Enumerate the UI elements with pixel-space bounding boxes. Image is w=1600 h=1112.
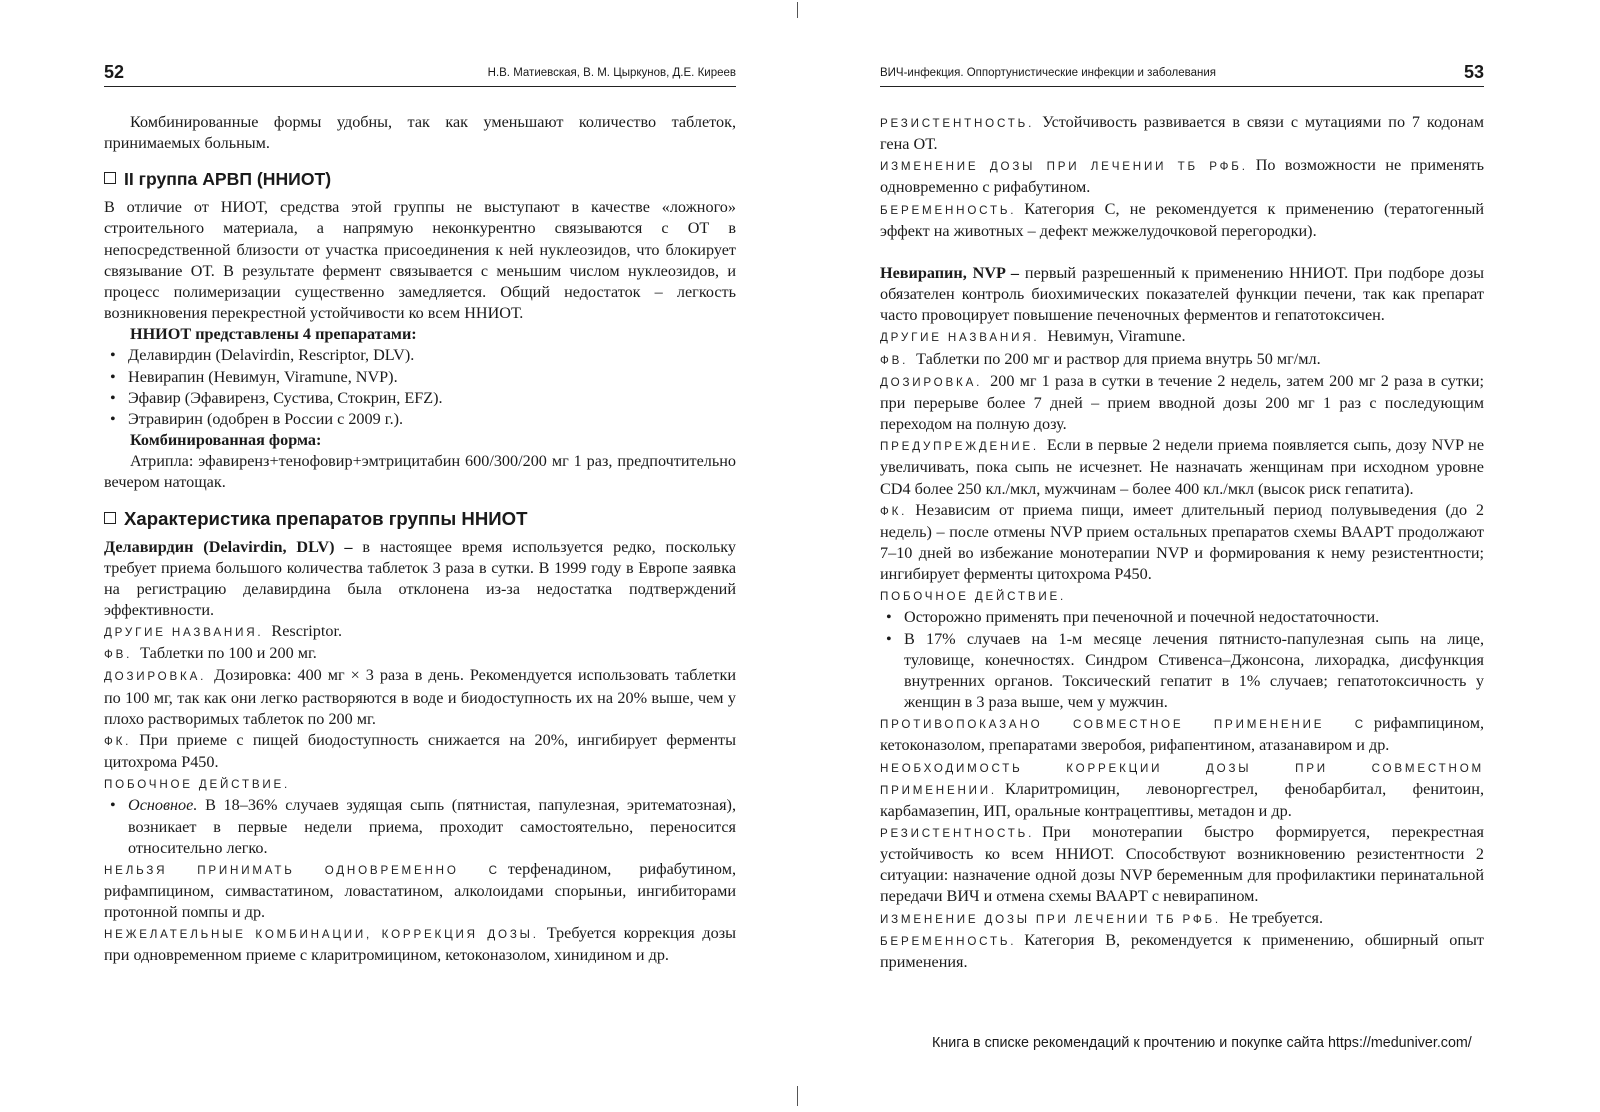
nvp-contraindicated-text: рифампицином, кетоконазолом, препаратами зверобоя, рифапентином, атазанавиром и др. (880, 714, 1484, 755)
dlv-tb-dose (880, 155, 1484, 198)
nvp-pregnancy-text: Категория В, рекомендуется к применению, обширный опыт применения. (880, 930, 1484, 971)
side-effect-item: • Осторожно применять при печеночной и почечной недостаточности. (880, 607, 1484, 628)
side-effect-item: • В 17% случаев на 1-м месяце лечения пятнисто-папулезная сыпь на лице, туловище, конечностях. Синдром Стивенса–Джонсона, лихорадка, дисфункция внутренних органов. Токсический гепатит в 1% случаев; гепатотоксичность у женщин в 3 раза выше, чем у мужчин. (880, 629, 1484, 714)
paragraph-gap (880, 242, 1484, 263)
label-pk: ФК. (880, 504, 908, 518)
delavirdin-side-effects-label (104, 773, 736, 795)
delavirdin-other-names (104, 621, 736, 643)
drug-list-item: • Делавирдин (Delavirdin, Rescriptor, DLV). (104, 345, 736, 366)
nvp-form-text: Таблетки по 200 мг и раствор для приема внутрь 50 мг/мл. (916, 349, 1321, 368)
section-heading-group2 (104, 167, 736, 191)
label-pk: ФК. (104, 734, 132, 748)
drug-list (104, 345, 736, 430)
delavirdin-form-text: Таблетки по 100 и 200 мг. (140, 644, 317, 663)
label-tb-dose: ИЗМЕНЕНИЕ ДОЗЫ ПРИ ЛЕЧЕНИИ ТБ РФБ. (880, 160, 1248, 174)
nvp-resistance (880, 822, 1484, 908)
side-effect-lead: Основное. (128, 796, 198, 815)
left-page-number: 52 (104, 62, 125, 82)
nvp-contraindicated (880, 713, 1484, 756)
nvp-warning (880, 435, 1484, 499)
right-page (800, 0, 1600, 1112)
left-running-header (104, 62, 736, 87)
group2-paragraph: В отличие от НИОТ, средства этой группы не выступают в качестве «ложного» строительного материала, а напрямую неконкурентно связываются с ОТ в непосредственной близости от участка присоединения к ней нуклеозидов, что блокирует связывание ОТ. В результате фермент связывается с меньшим числом нуклеозидов, и процесс полимеризации существенно замедляется. Общий недостаток – легкость возникновения перекрестной устойчивости ко всем ННИОТ. (104, 198, 736, 323)
delavirdin-form (104, 643, 736, 665)
section-heading-characteristics (104, 507, 736, 531)
label-tb-dose: ИЗМЕНЕНИЕ ДОЗЫ ПРИ ЛЕЧЕНИИ ТБ РФБ. (880, 912, 1221, 926)
footer-recommendation-note: Книга в списке рекомендаций к прочтению и покупке сайта https://meduniver.com/ (932, 1035, 1472, 1051)
nvp-intro (880, 263, 1484, 326)
label-form: ФВ. (104, 648, 133, 662)
dlv-resistance (880, 112, 1484, 155)
delavirdin-undesirable (104, 923, 736, 966)
label-warning: ПРЕДУПРЕЖДЕНИЕ. (880, 440, 1039, 454)
delavirdin-intro (104, 537, 736, 622)
section-heading-characteristics-text: Характеристика препаратов группы ННИОТ (124, 507, 528, 529)
right-body (880, 112, 1484, 973)
delavirdin-dosage-text: Дозировка: 400 мг × 3 раза в день. Рекомендуется использовать таблетки по 100 мг, так как они легко растворяются в воде и биодоступность их на 20% выше, чем у плохо растворимых таблеток по 200 мг. (104, 666, 736, 728)
nvp-tb-dose (880, 908, 1484, 930)
nvp-intro-text: первый разрешенный к применению ННИОТ. При подборе дозы обязателен контроль биохимических показателей функции печени, так как препарат часто провоцирует повышение печеночных ферментов и гепатотоксичен. (880, 263, 1484, 325)
label-other-names: ДРУГИЕ НАЗВАНИЯ. (104, 626, 264, 640)
side-effect-text: В 18–36% случаев зудящая сыпь (пятнистая, папулезная, эритематозная), возникает в первые недели приема, проходит самостоятельно, переносится относительно легко. (128, 796, 736, 857)
label-side-effects: ПОБОЧНОЕ ДЕЙСТВИЕ. (104, 778, 291, 792)
delavirdin-pk-text: При приеме с пищей биодоступность снижается на 20%, ингибирует ферменты цитохрома Р450. (104, 730, 736, 772)
nvp-dose-correction (880, 757, 1484, 822)
nvp-side-effects-label (880, 585, 1484, 607)
left-body (104, 112, 736, 967)
nvp-dose-correction-text: Кларитромицин, левоноргестрел, фенобарбитал, фенитоин, карбамазепин, ИП, оральные контрацептивы, метадон и др. (880, 779, 1484, 820)
drug-list-item: • Невирапин (Невимун, Viramune, NVP). (104, 367, 736, 388)
right-page-number: 53 (1463, 62, 1484, 82)
label-dosage: ДОЗИРОВКА. (880, 375, 983, 389)
drug-list-item: • Эфавир (Эфавиренз, Сустива, Стокрин, EFZ). (104, 388, 736, 409)
dlv-pregnancy (880, 199, 1484, 242)
label-form: ФВ. (880, 353, 909, 367)
checkbox-square-icon (104, 512, 116, 524)
label-dose-correction: НЕОБХОДИМОСТЬ КОРРЕКЦИИ ДОЗЫ ПРИ СОВМЕСТНОМ ПРИМЕНЕНИИ. (880, 761, 1484, 797)
intro-paragraph: Комбинированные формы удобны, так как уменьшают количество таблеток, принимаемых больным. (104, 113, 736, 153)
nvp-pk (880, 500, 1484, 586)
nvp-dosage-text: 200 мг 1 раза в сутки в течение 2 недель, затем 200 мг 2 раза в сутки; при перерыве более 7 дней – прием вводной дозы 200 мг 1 раз с последующим переходом на полную дозу. (880, 371, 1484, 434)
combo-form-title: Комбинированная форма: (130, 431, 322, 450)
right-running-header (880, 62, 1484, 87)
label-no-combine: НЕЛЬЗЯ ПРИНИМАТЬ ОДНОВРЕМЕННО С (104, 863, 500, 877)
nvp-pregnancy (880, 930, 1484, 973)
label-side-effects: ПОБОЧНОЕ ДЕЙСТВИЕ. (880, 590, 1067, 604)
left-running-head-authors: Н.В. Матиевская, В. М. Цыркунов, Д.Е. Киреев (487, 67, 736, 79)
dlv-pregnancy-text: Категория С, не рекомендуется к применению (тератогенный эффект на животных – дефект межжелудочковой перегородки). (880, 199, 1484, 240)
side-effect-item (104, 795, 736, 858)
nvp-dosage (880, 371, 1484, 435)
label-dosage: ДОЗИРОВКА. (104, 670, 207, 684)
delavirdin-no-combine (104, 859, 736, 923)
delavirdin-name: Делавирдин (Delavirdin, DLV) – (104, 537, 353, 556)
delavirdin-other-names-text: Rescriptor. (271, 622, 343, 641)
drug-list-item: • Этравирин (одобрен в России с 2009 г.). (104, 409, 736, 430)
dlv-tb-dose-text: По возможности не применять одновременно с рифабутином. (880, 156, 1484, 197)
right-running-head-title: ВИЧ-инфекция. Оппортунистические инфекции и заболевания (880, 67, 1216, 79)
combo-form-text: Атрипла: эфавиренз+тенофовир+эмтрицитабин 600/300/200 мг 1 раз, предпочтительно вечером натощак. (104, 452, 736, 492)
nvp-other-names-text: Невимун, Viramune. (1047, 327, 1186, 346)
nvp-pk-text: Независим от приема пищи, имеет длительный период полувыведения (до 2 недель) – после отмены NVP прием остальных препаратов схемы ВААРТ продолжают 7–10 дней во избежание монотерапии NVP и формирования к нему резистентности; ингибирует ферменты цитохрома Р450. (880, 500, 1484, 584)
label-pregnancy: БЕРЕМЕННОСТЬ. (880, 934, 1017, 948)
label-undesirable: НЕЖЕЛАТЕЛЬНЫЕ КОМБИНАЦИИ, КОРРЕКЦИЯ ДОЗЫ. (104, 928, 539, 942)
drug-list-title: ННИОТ представлены 4 препаратами: (130, 325, 417, 344)
nvp-tb-dose-text: Не требуется. (1228, 908, 1323, 927)
delavirdin-no-combine-text: терфенадином, рифабутином, рифампицином, симвастатином, ловастатином, алколоидами спорыньи, ингибиторами протонной помпы и др. (104, 859, 736, 922)
nvp-warning-text: Если в первые 2 недели приема появляется сыпь, дозу NVP не увеличивать, пока сыпь не исчезнет. Не назначать женщинам при исходном уровне CD4 более 250 кл./мкл, мужчинам – более 400 кл./мкл (высок риск гепатита). (880, 436, 1484, 498)
label-other-names: ДРУГИЕ НАЗВАНИЯ. (880, 331, 1040, 345)
delavirdin-dosage (104, 665, 736, 729)
checkbox-square-icon (104, 172, 116, 184)
nvp-other-names (880, 326, 1484, 348)
nvp-resistance-text: При монотерапии быстро формируется, перекрестная устойчивость ко всем ННИОТ. Способствуют возникновению резистентности 2 ситуации: назначение одной дозы NVP беременным для профилактики перинатальной передачи ВИЧ и отмена схемы ВААРТ с невирапином. (880, 823, 1484, 906)
nvp-form (880, 349, 1484, 371)
label-resistance: РЕЗИСТЕНТНОСТЬ. (880, 117, 1035, 130)
delavirdin-undesirable-text: Требуется коррекция дозы при одновременном приеме с кларитромицином, кетоконазолом, хинидином и др. (104, 924, 736, 965)
label-contraindicated: ПРОТИВОПОКАЗАНО СОВМЕСТНОЕ ПРИМЕНЕНИЕ С (880, 718, 1366, 732)
label-resistance: РЕЗИСТЕНТНОСТЬ. (880, 827, 1035, 840)
dlv-resistance-text: Устойчивость развивается в связи с мутациями по 7 кодонам гена ОТ. (880, 113, 1484, 154)
delavirdin-intro-text: в настоящее время используется редко, поскольку требует приема большого количества таблеток 3 раза в сутки. В 1999 году в Европе заявка на регистрацию делавирдина была отклонена из-за недостатка подтверждений эффективности. (104, 537, 736, 619)
nvp-name: Невирапин, NVP – (880, 263, 1020, 282)
nvp-side-effects-list (880, 607, 1484, 713)
delavirdin-side-effects-list (104, 795, 736, 858)
section-heading-group2-text: II группа АРВП (ННИОТ) (124, 169, 332, 190)
label-pregnancy: БЕРЕМЕННОСТЬ. (880, 203, 1017, 217)
delavirdin-pk (104, 730, 736, 773)
